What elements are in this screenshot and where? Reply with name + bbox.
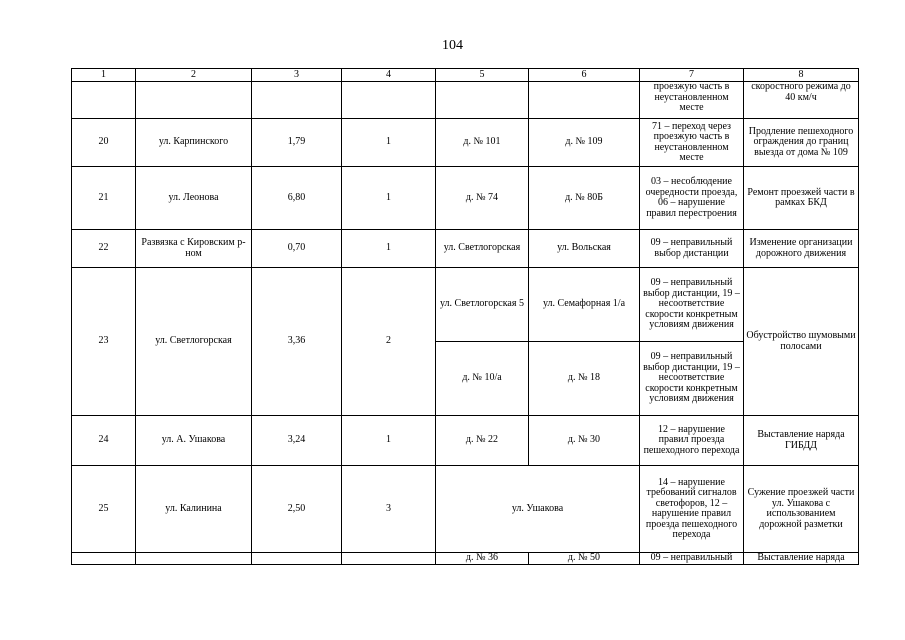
from-cell: д. № 22: [436, 416, 529, 466]
length-cell: 6,80: [252, 167, 342, 230]
measure-cell: Выставление наряда ГИБДД: [744, 416, 859, 466]
table-row-continued: [72, 82, 859, 119]
row-number: 20: [72, 119, 136, 167]
place-cell: ул. Ушакова: [436, 466, 640, 553]
table-row-25: [72, 466, 859, 553]
count-cell: 3: [342, 466, 436, 553]
to-cell: д. № 109: [529, 119, 640, 167]
column-number-row: [72, 69, 859, 82]
violation-cell: 09 – неправильный: [640, 553, 744, 565]
measure-cell: скоростного режима до 40 км/ч: [744, 82, 859, 119]
from-cell: ул. Светлогорская 5: [436, 268, 529, 342]
violation-cell: 09 – неправильный выбор дистанции: [640, 230, 744, 268]
count-cell: 1: [342, 167, 436, 230]
col-number-7: 7: [640, 69, 744, 82]
violation-cell: 09 – неправильный выбор дистанции, 19 – несоответствие скорости конкретным условиям движения: [640, 342, 744, 416]
length-cell: 3,36: [252, 268, 342, 416]
street-cell: ул. А. Ушакова: [136, 416, 252, 466]
from-cell: ул. Светлогорская: [436, 230, 529, 268]
table-row-22: [72, 230, 859, 268]
violation-cell: проезжую часть в неустановленном месте: [640, 82, 744, 119]
table-row-24: [72, 416, 859, 466]
row-number: 25: [72, 466, 136, 553]
col-number-2: 2: [136, 69, 252, 82]
violation-cell: 09 – неправильный выбор дистанции, 19 – несоответствие скорости конкретным условиям движения: [640, 268, 744, 342]
row-number: 22: [72, 230, 136, 268]
page-number: 104: [442, 38, 463, 53]
street-cell: ул. Леонова: [136, 167, 252, 230]
measure-cell: Продление пешеходного ограждения до границ выезда от дома № 109: [744, 119, 859, 167]
row-number: 21: [72, 167, 136, 230]
street-cell: ул. Карпинского: [136, 119, 252, 167]
col-number-3: 3: [252, 69, 342, 82]
street-cell: ул. Калинина: [136, 466, 252, 553]
length-cell: 0,70: [252, 230, 342, 268]
violation-cell: 12 – нарушение правил проезда пешеходного перехода: [640, 416, 744, 466]
count-cell: 1: [342, 416, 436, 466]
col-number-8: 8: [744, 69, 859, 82]
col-number-6: 6: [529, 69, 640, 82]
accident-sites-table: [71, 68, 859, 565]
measure-cell: Выставление наряда: [744, 553, 859, 565]
table-row-21: [72, 167, 859, 230]
col-number-1: 1: [72, 69, 136, 82]
to-cell: ул. Семафорная 1/а: [529, 268, 640, 342]
count-cell: 2: [342, 268, 436, 416]
from-cell: д. № 101: [436, 119, 529, 167]
to-cell: д. № 50: [529, 553, 640, 565]
col-number-4: 4: [342, 69, 436, 82]
violation-cell: 71 – переход через проезжую часть в неустановленном месте: [640, 119, 744, 167]
measure-cell: Сужение проезжей части ул. Ушакова с использованием дорожной разметки: [744, 466, 859, 553]
measure-cell: Ремонт проезжей части в рамках БКД: [744, 167, 859, 230]
count-cell: 1: [342, 119, 436, 167]
to-cell: д. № 80Б: [529, 167, 640, 230]
length-cell: 2,50: [252, 466, 342, 553]
table-row-23: [72, 268, 859, 342]
measure-cell: Изменение организации дорожного движения: [744, 230, 859, 268]
row-number: 23: [72, 268, 136, 416]
measure-cell: Обустройство шумовыми полосами: [744, 268, 859, 416]
from-cell: д. № 74: [436, 167, 529, 230]
length-cell: 3,24: [252, 416, 342, 466]
count-cell: 1: [342, 230, 436, 268]
from-cell: д. № 36: [436, 553, 529, 565]
to-cell: д. № 30: [529, 416, 640, 466]
to-cell: ул. Вольская: [529, 230, 640, 268]
length-cell: 1,79: [252, 119, 342, 167]
from-cell: д. № 10/а: [436, 342, 529, 416]
street-cell: ул. Светлогорская: [136, 268, 252, 416]
violation-cell: 03 – несоблюдение очередности проезда, 06 – нарушение правил перестроения: [640, 167, 744, 230]
table-row-20: [72, 119, 859, 167]
to-cell: д. № 18: [529, 342, 640, 416]
street-cell: Развязка с Кировским р-ном: [136, 230, 252, 268]
table-row-25-sub: [72, 553, 859, 565]
violation-cell: 14 – нарушение требований сигналов светофоров, 12 – нарушение правил проезда пешеходного перехода: [640, 466, 744, 553]
col-number-5: 5: [436, 69, 529, 82]
row-number: 24: [72, 416, 136, 466]
